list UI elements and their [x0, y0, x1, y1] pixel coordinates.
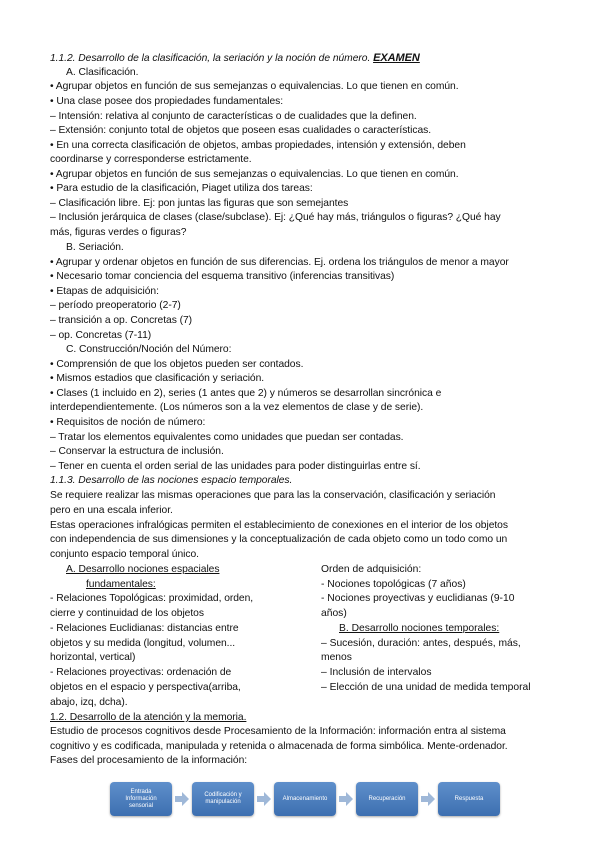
- left-col-line: - Relaciones Euclidianas: distancias entre: [50, 623, 239, 634]
- section-heading-12: 1.2. Desarrollo de la atención y la memoria.: [50, 712, 247, 723]
- left-col-line: - Relaciones Topológicas: proximidad, orden,: [50, 593, 254, 604]
- text-line: Se requiere realizar las mismas operaciones que para las la conservación, clasificación y seriación: [50, 490, 496, 501]
- text-line: Fases del procesamiento de la información:: [50, 755, 248, 766]
- text-line: cognitivo y es codificada, manipulada y retenida o almacenada de forma simbólica. Mente-ordenador.: [50, 741, 508, 752]
- left-col-line: objetos y su medida (longitud, volumen...: [50, 638, 236, 649]
- flow-step-storage: Almacenamiento: [274, 782, 336, 816]
- text-line: • En una correcta clasificación de objetos, ambas propiedades, intensión y extensión, deben: [50, 140, 466, 151]
- spatial-heading: A. Desarrollo nociones espaciales: [66, 564, 220, 575]
- text-line: • Clases (1 incluido en 2), series (1 antes que 2) y números se desarrollan sincrónica e: [50, 388, 442, 399]
- left-col-line: abajo, izq, dcha).: [50, 697, 128, 708]
- subheading-b: B. Seriación.: [66, 242, 124, 253]
- text-line: Estas operaciones infralógicas permiten el establecimiento de conexiones en el interior de los objetos: [50, 520, 508, 531]
- text-line: Estudio de procesos cognitivos desde Procesamiento de la Información: información entra al sistema: [50, 726, 506, 737]
- arrow-right-icon: [339, 792, 353, 806]
- flow-step-response: Respuesta: [438, 782, 500, 816]
- arrow-right-icon: [175, 792, 189, 806]
- exam-tag: EXAMEN: [373, 52, 420, 64]
- right-col-line: – Sucesión, duración: antes, después, más,: [321, 638, 521, 649]
- right-col-line: – Inclusión de intervalos: [321, 667, 432, 678]
- text-line: interdependientemente. (Los números son a la vez elementos de clase y de serie).: [50, 402, 424, 413]
- text-line: – Conservar la estructura de inclusión.: [50, 446, 224, 457]
- right-col-line: - Nociones topológicas (7 años): [321, 579, 466, 590]
- right-col-line: Orden de adquisición:: [321, 564, 422, 575]
- arrow-right-icon: [257, 792, 271, 806]
- text-line: • Necesario tomar conciencia del esquema transitivo (inferencias transitivas): [50, 271, 395, 282]
- text-line: • Mismos estadios que clasificación y seriación.: [50, 373, 265, 384]
- right-col-line: - Nociones proyectivas y euclidianas (9-10: [321, 593, 515, 604]
- text-line: • Para estudio de la clasificación, Piaget utiliza dos tareas:: [50, 183, 313, 194]
- left-col-line: horizontal, vertical): [50, 652, 136, 663]
- subheading-a: A. Clasificación.: [66, 67, 139, 78]
- text-line: • Agrupar y ordenar objetos en función de sus diferencias. Ej. ordena los triángulos de menor a mayor: [50, 257, 509, 268]
- spatial-heading-cont: fundamentales:: [86, 579, 156, 590]
- left-col-line: objetos en el espacio y perspectiva(arriba,: [50, 682, 241, 693]
- temporal-heading: B. Desarrollo nociones temporales:: [339, 623, 500, 634]
- flow-step-input: Entrada Información sensorial: [110, 782, 172, 816]
- flow-step-encoding: Codificación y manipulación: [192, 782, 254, 816]
- text-line: – Tener en cuenta el orden serial de las unidades para poder distinguirlas entre sí.: [50, 461, 421, 472]
- text-line: • Comprensión de que los objetos pueden ser contados.: [50, 359, 304, 370]
- text-line: coordinarse y corresponderse estrictamente.: [50, 154, 252, 165]
- subheading-c: C. Construcción/Noción del Número:: [66, 344, 232, 355]
- flow-step-retrieval: Recuperación: [356, 782, 418, 816]
- text-line: • Agrupar objetos en función de sus semejanzas o equivalencias. Lo que tienen en común.: [50, 169, 459, 180]
- text-line: • Agrupar objetos en función de sus semejanzas o equivalencias. Lo que tienen en común.: [50, 81, 459, 92]
- right-col-line: menos: [321, 652, 352, 663]
- text-line: más, figuras verdes o figuras?: [50, 227, 187, 238]
- text-line: – op. Concretas (7-11): [50, 330, 152, 341]
- text-line: • Una clase posee dos propiedades fundamentales:: [50, 96, 284, 107]
- arrow-right-icon: [421, 792, 435, 806]
- text-line: – Inclusión jerárquica de clases (clase/subclase). Ej: ¿Qué hay más, triángulos o figuras? ¿Qué hay: [50, 212, 501, 223]
- text-line: con independencia de sus dimensiones y la conceptualización de cada objeto como un todo como un: [50, 534, 508, 545]
- text-line: conjunto espacio temporal único.: [50, 549, 199, 560]
- right-col-line: – Elección de una unidad de medida temporal: [321, 682, 531, 693]
- text-line: – Clasificación libre. Ej: pon juntas las figuras que son semejantes: [50, 198, 349, 209]
- text-line: – Tratar los elementos equivalentes como unidades que puedan ser contadas.: [50, 432, 404, 443]
- text-line: – período preoperatorio (2-7): [50, 300, 181, 311]
- left-col-line: cierre y continuidad de los objetos: [50, 608, 204, 619]
- text-line: – Intensión: relativa al conjunto de características o de cualidades que la definen.: [50, 111, 417, 122]
- text-line: • Requisitos de noción de número:: [50, 417, 206, 428]
- section-heading-113: 1.1.3. Desarrollo de las nociones espacio temporales.: [50, 475, 293, 486]
- text-line: • Etapas de adquisición:: [50, 286, 159, 297]
- section-heading: 1.1.2. Desarrollo de la clasificación, la seriación y la noción de número. EXAMEN: [50, 52, 420, 64]
- text-line: pero en una escala inferior.: [50, 505, 173, 516]
- text-line: – transición a op. Concretas (7): [50, 315, 193, 326]
- text-line: – Extensión: conjunto total de objetos que poseen esas cualidades o características.: [50, 125, 432, 136]
- right-col-line: años): [321, 608, 347, 619]
- left-col-line: - Relaciones proyectivas: ordenación de: [50, 667, 232, 678]
